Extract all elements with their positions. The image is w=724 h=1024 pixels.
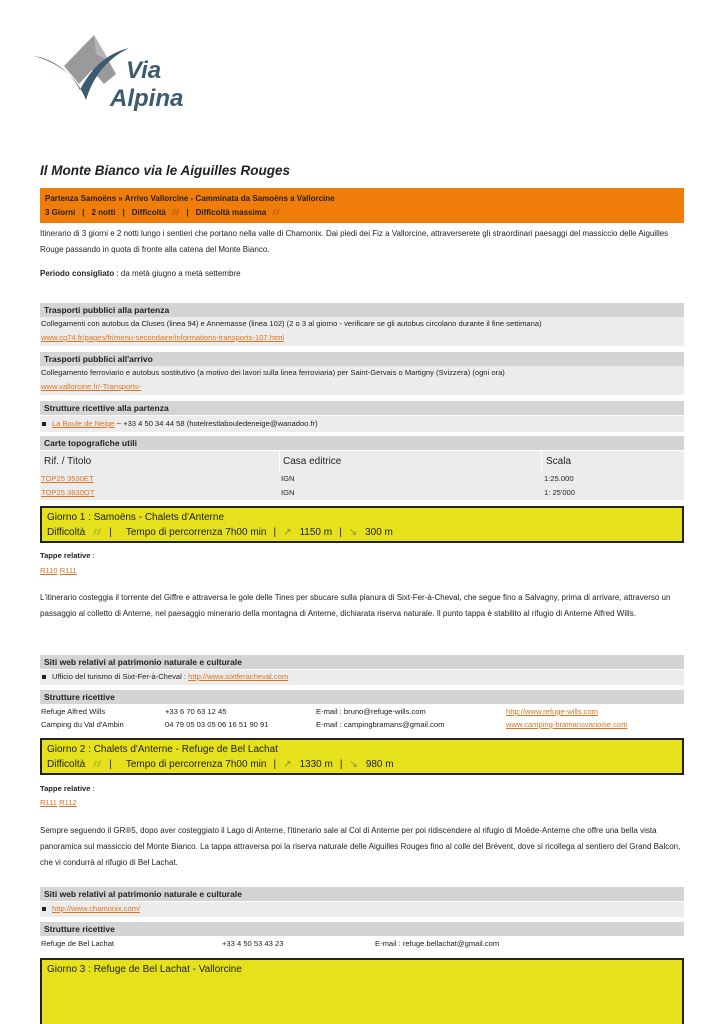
lodging-email: E-mail : campingbramans@gmail.com [316, 720, 445, 729]
lodging-email: E-mail : refuge.bellachat@gmail.com [375, 939, 500, 948]
nights-count: 2 notti [91, 208, 116, 217]
map-scale: 1: 25'000 [544, 488, 576, 497]
days-count: 3 Giorni [45, 208, 76, 217]
day2-lodging-header: Strutture ricettive [40, 922, 684, 936]
day1-site-link[interactable]: http://www.sixtferacheval.com [188, 672, 289, 681]
maps-col-scale: Scala [546, 456, 572, 467]
route-summary: Partenza Samoëns » Arrivo Vallorcine - Camminata da Samoëns a Vallorcine [45, 194, 335, 203]
map-ref-link[interactable]: TOP25 3630OT [41, 488, 95, 497]
map-publisher: IGN [281, 474, 295, 483]
day2-box: Giorno 2 : Chalets d'Anterne - Refuge de Bel Lachat Difficoltà ⫽⫽ | Tempo di percorrenza 7h00 min | ↗ 1330 m | ↘ 980 m [40, 738, 684, 775]
lodging-phone: +33 4 50 53 43 23 [222, 939, 284, 948]
lodging-website[interactable]: www.camping-bramansvanoise.com [506, 720, 628, 729]
ascent-icon: ↗ [283, 759, 292, 770]
transport-end-body [40, 366, 684, 395]
day2-difficulty-label: Difficoltà [47, 759, 86, 770]
lodging-start-body [40, 416, 684, 432]
day3-box [40, 958, 684, 1024]
day2-time: Tempo di percorrenza 7h00 min [125, 759, 267, 770]
lodging-name: Camping du Val d'Ambin [41, 720, 124, 729]
day2-sites-header: Siti web relativi al patrimonio naturale e culturale [40, 887, 684, 901]
day3-title: Giorno 3 : Refuge de Bel Lachat - Vallorcine [47, 964, 242, 975]
lodging-name: Refuge Alfred Wills [41, 707, 106, 716]
page-title: Il Monte Bianco via le Aiguilles Rouges [40, 163, 291, 178]
bullet-icon [42, 422, 46, 426]
stage-link[interactable]: R111 [40, 798, 58, 807]
map-publisher: IGN [281, 488, 295, 497]
day1-stages-label: Tappe relative : [40, 551, 95, 560]
stage-link[interactable]: R110 [40, 566, 58, 575]
svg-text:Alpina: Alpina [110, 85, 184, 112]
period-label: Periodo consigliato [40, 269, 115, 278]
lodging-email: E-mail : bruno@refuge-wills.com [316, 707, 426, 716]
maps-row [40, 486, 684, 500]
max-difficulty-label: Difficoltà massima [195, 208, 267, 217]
transport-start-body [40, 317, 684, 346]
intro-text: Itinerario di 3 giorni e 2 notti lungo i sentieri che portano nella valle di Chamonix. Dai piedi dei Fiz a Vallorcine, attraverserete gli straordinari paesaggi del massiccio delle Aiguilles Rouge passando in quota di fronte alla catena del Monte Bianco. [40, 229, 669, 254]
maps-row [40, 472, 684, 486]
day1-sites-header: Siti web relativi al patrimonio naturale e culturale [40, 655, 684, 669]
summary-box: Partenza Samoëns » Arrivo Vallorcine - Camminata da Samoëns a Vallorcine 3 Giorni | 2 notti | Difficoltà ⫽⫽ | Difficoltà massima ⫽⫽ [40, 188, 684, 223]
day2-descent: 980 m [365, 759, 394, 770]
map-scale: 1:25.000 [544, 474, 574, 483]
stage-link[interactable]: R112 [59, 798, 77, 807]
recommended-period [40, 266, 684, 282]
bullet-icon [42, 907, 46, 911]
day1-lodging-header: Strutture ricettive [40, 690, 684, 704]
day1-text: L'itinerario costeggia il torrente del Giffre e attraversa le gole delle Tines per sbucare sulla pianura di Sixt-Fer-à-Cheval, che segue fino a Salvagny, prima di arrivare, attraverso un passaggio al colletto di Anterne, nel paesaggio minerario della montagna di Anterne, dichiarata riserva naturale. Il punto tappa è stabilito al rifugio di Anterne Alfred Wills. [40, 593, 671, 618]
lodging-row [40, 937, 684, 951]
svg-text:Via: Via [126, 57, 162, 84]
descent-icon: ↘ [349, 759, 358, 770]
descent-icon: ↘ [348, 527, 358, 538]
day2-ascent: 1330 m [299, 759, 333, 770]
day1-difficulty-label: Difficoltà [47, 527, 86, 538]
lodging-phone: 04 79 05 03 05 06 16 51 90 91 [165, 720, 269, 729]
lodging-phone: +33 6 70 63 12 45 [165, 707, 227, 716]
day1-stages [40, 566, 77, 575]
bullet-icon [42, 675, 46, 679]
maps-table-header [40, 451, 684, 472]
day2-stages [40, 798, 77, 807]
day2-stages-label: Tappe relative : [40, 784, 95, 793]
ascent-icon: ↗ [283, 527, 292, 538]
difficulty-icon: ⫽⫽ [93, 527, 102, 537]
lodging-row [40, 705, 684, 719]
transport-end-text: Collegamento ferroviario e autobus sostitutivo (a motivo dei lavori sulla linea ferroviaria) per Saint-Gervais o Martigny (Svizzera) (ogni ora) [41, 368, 505, 377]
lodging-start-info: ~ +33 4 50 34 44 58 (hotelrestlabouledeneige@wanadoo.fr) [114, 419, 318, 428]
transport-start-link[interactable]: www.cg74.fr/pages/fr/menu-secondaire/informations-transports-107.html [41, 333, 285, 342]
day1-box: Giorno 1 : Samoëns - Chalets d'Anterne Difficoltà ⫽⫽ | Tempo di percorrenza 7h00 min | ↗ 1150 m | ↘ 300 m [40, 506, 684, 543]
transport-end-header: Trasporti pubblici all'arrivo [40, 352, 684, 366]
lodging-row [40, 718, 684, 732]
stage-link[interactable]: R111 [59, 566, 77, 575]
lodging-name: Refuge de Bel Lachat [41, 939, 115, 948]
day2-site-link[interactable]: http://www.chamonix.com/ [52, 904, 141, 913]
lodging-start-header: Strutture ricettive alla partenza [40, 401, 684, 415]
period-value: : da metà giugno a metà settembre [114, 269, 241, 278]
day1-ascent: 1150 m [299, 527, 333, 538]
max-difficulty-icon: ⫽⫽ [272, 208, 280, 217]
day2-title: Giorno 2 : Chalets d'Anterne - Refuge de Bel Lachat [47, 744, 278, 755]
transport-start-text: Collegamenti con autobus da Cluses (linea 94) e Annemasse (linea 102) (2 o 3 al giorno - verificare se gli autobus circolano durante il fine settimana) [41, 319, 542, 328]
day1-title: Giorno 1 : Samoëns - Chalets d'Anterne [47, 512, 225, 523]
transport-end-link[interactable]: www.vallorcine.fr/-Transports- [41, 382, 142, 391]
map-ref-link[interactable]: TOP25 3530ET [41, 474, 94, 483]
maps-header: Carte topografiche utili [40, 436, 684, 450]
difficulty-icon: ⫽⫽ [93, 759, 102, 769]
day1-time: Tempo di percorrenza 7h00 min [125, 527, 267, 538]
day1-sites-body [40, 670, 684, 685]
maps-col-ref: Rif. / Titolo [42, 451, 280, 472]
day1-descent: 300 m [365, 527, 393, 538]
transport-start-header: Trasporti pubblici alla partenza [40, 303, 684, 317]
day2-sites-body [40, 902, 684, 917]
via-alpina-logo [34, 30, 184, 115]
maps-col-publisher: Casa editrice [281, 451, 542, 472]
difficulty-label: Difficoltà [131, 208, 166, 217]
lodging-start-link[interactable]: La Boule de Neige [52, 419, 115, 428]
lodging-website[interactable]: http://www.refuge-wills.com [506, 707, 598, 716]
difficulty-icon: ⫽⫽ [172, 208, 180, 217]
day2-text: Sempre seguendo il GR®5, dopo aver costeggiato il Lago di Anterne, l'itinerario sale al Col di Anterne per poi ridiscendere al rifugio di Moëde-Anterne che offre una bella vista panoramica sul massiccio del Monte Bianco. La tappa attraversa poi la riserva naturale delle Aiguilles Rouges fino al colle del Brévent, dove si ricollega al sentiero del Grand Balcon, che vi condurrà al rifugio di Bel Lachat. [40, 826, 681, 867]
day1-site-label: Ufficio del turismo di Sixt-Fer-à-Cheval : [52, 672, 189, 681]
